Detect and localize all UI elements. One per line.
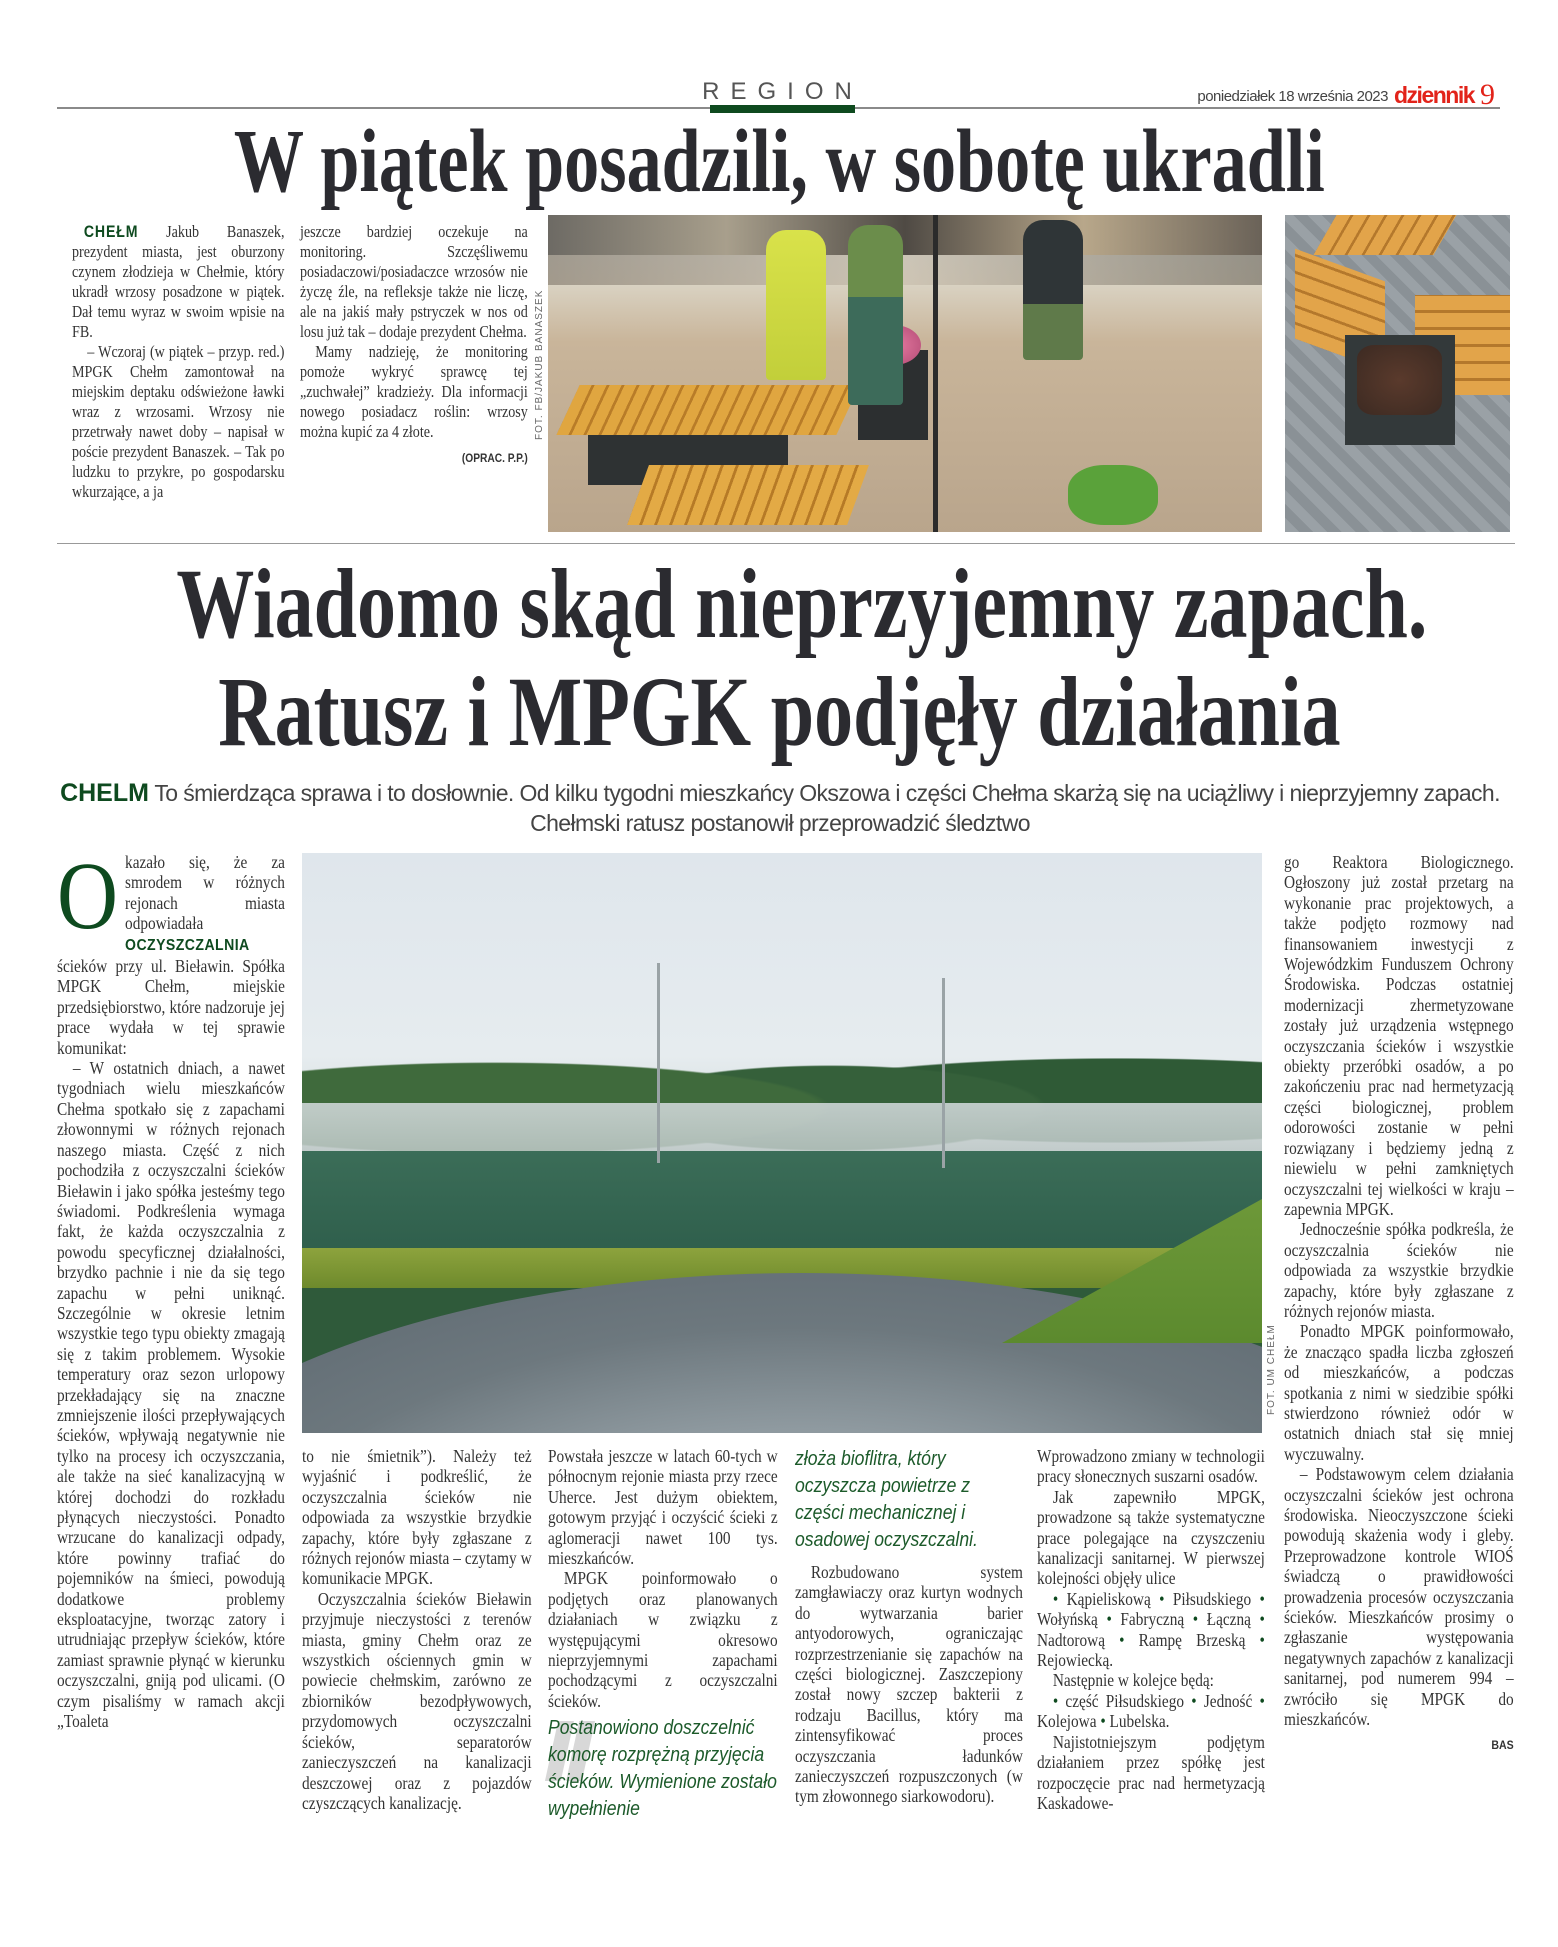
pull-quote-part2 [795, 1446, 1023, 1554]
street-list-next: • część Piłsudskiego • Jedność • Kolejowa • Lubelska. [1037, 1690, 1265, 1732]
article1-column-1 [72, 222, 285, 502]
article2-paragraph: Jak zapewniło MPGK, prowadzone są także systematyczne prace polegające na czyszczeniu kanalizacji sanitarnej. W pierwszej kolejności objęły ulice [1037, 1486, 1265, 1589]
section-label: REGION [702, 78, 863, 105]
article2-lead [60, 778, 1500, 838]
article1-photo-benches [1285, 215, 1510, 532]
street-name: Lubelska. [1109, 1711, 1170, 1732]
article1-headline [0, 112, 1558, 212]
article2-paragraph: Ponadto MPGK poinformowało, że znacząco spadła liczba zgłoszeń od mieszkańców, a podczas spotkania z nimi w siedzibie spółki stwierdzono również odór w ostatnich dniach stał się mniej wyczuwalny. [1284, 1321, 1514, 1464]
street-name: Rejowiecką. [1037, 1650, 1114, 1671]
article2-column-2 [302, 1446, 532, 1813]
article2-column-6 [1284, 852, 1514, 1756]
article2-paragraph: – Podstawowym celem działania oczyszczalni ścieków jest ochrona środowiska. Nieoczyszczone ścieki powodują skażenia wody i gleby. Przeprowadzone kontrole WIOŚ świadczą o prawidłowości prowadzenia procesów oczyszczania ścieków. Mieszkańców prosimy o zgłaszanie występowania negatywnych zapachów z kanalizacji sanitarnej, pod numerem 994 – zwróciło się MPGK do mieszkańców. [1284, 1464, 1514, 1730]
street-name: Jedność [1203, 1690, 1253, 1711]
newspaper-logo: dziennik [1394, 82, 1475, 108]
article2-paragraph: – W ostatnich dniach, a nawet tygodniach wielu mieszkańców Chełma spotkało się z zapachami złowonnymi w różnych rejonach naszego miasta. Część z nich pochodziła z oczyszczalni ścieków Bieławin i jako spółka jesteśmy tego świadomi. Podkreślenia wymaga fakt, że każda oczyszczalnia z powodu specyficznej działalności, brzydko pachnie i nie da się tego zapachu w pełni uniknąć. Szczególnie w okresie letnim wszystkie tego typu obiekty zmagają się z takim problemem. Wysokie temperatury oraz sezon urlopowy przekładający się na znaczne zmniejszenie ilości przepływających ścieków, wpływają negatywnie nie tylko na procesy ich oczyszczania, ale także na sieć kanalizacyjną w której dochodzi do rozkładu płynących nieczystości. Ponadto wrzucane do kanalizacji odpady, które powinny trafiać do pojemników na śmieci, powodują dodatkowe problemy eksploatacyjne, tworząc zatory i utrudniając przepływ ścieków, które zamiast sprawnie płynąć w kierunku oczyszczalni, gniją pod ulicami. (O czym pisaliśmy w ramach akcji „Toaleta [57, 1058, 285, 1732]
article2-column-3 [548, 1446, 778, 1823]
pull-quote-text: złoża bioflitra, który oczyszcza powietrze z części mechanicznej i osadowej oczyszczalni. [795, 1448, 978, 1551]
next-streets-label: Następnie w kolejce będą: [1052, 1670, 1214, 1691]
page-number: 9 [1480, 78, 1495, 111]
street-name: Wołyńską [1037, 1609, 1098, 1630]
article2-photo-credit: FOT. UM CHEŁM [1266, 1324, 1277, 1415]
street-name: Piłsudskiego [1172, 1588, 1252, 1609]
article2-column-4 [795, 1446, 1023, 1807]
drop-cap: O [57, 842, 119, 949]
highlight-keyword: OCZYSZCZALNIA [125, 936, 250, 954]
article1-headline-text: W piątek posadzili, w sobotę ukradli [233, 112, 1325, 211]
paragraph-text: Jakub Banaszek, prezydent miasta, jest oburzony czynem złodzieja w Chełmie, który ukradł wrzosy posadzone w piątek. Dał temu wyraz w swoim wpisie na FB. [72, 222, 285, 341]
street-name: Kąpieliskową [1066, 1588, 1151, 1609]
article2-headline-line2 [0, 656, 1558, 767]
article2-headline-text: Ratusz i MPGK podjęły działania [217, 656, 1341, 767]
article1-paragraph: Mamy nadzieję, że monitoring pomoże wykryć sprawcę tej „zuchwałej” kradzieży. Dla informacji nowego posiadacz roślin: wrzosy można kupić za 4 złote. [300, 342, 528, 441]
article2-paragraph: Jednocześnie spółka podkreśla, że oczyszczalnia ścieków nie odpowiada za wszystkie brzydkie zapachy, które były zgłaszane z różnych rejonów miasta. [1284, 1219, 1514, 1321]
article-divider [57, 543, 1515, 544]
article2-paragraph: MPGK poinformowało o podjętych oraz planowanych działaniach w związku z występującymi okresowo nieprzyjemnymi zapachami pochodzącymi z oczyszczalni ścieków. [548, 1568, 778, 1711]
article2-signature: BAS [1491, 1738, 1514, 1753]
street-name: Fabryczną [1120, 1609, 1185, 1630]
paragraph-text: ścieków przy ul. Bieławin. Spółka MPGK Chełm, miejskie przedsiębiorstwo, które nadzoruje jej prace wydała w tej sprawie komunikat: [57, 956, 285, 1058]
article1-photo-credit: FOT. FB/JAKUB BANASZEK [534, 289, 545, 440]
street-name: Kolejowa [1037, 1711, 1097, 1732]
article1-column-2 [300, 222, 528, 468]
lead-dateline: CHELM [60, 779, 149, 807]
article2-headline-line1 [0, 548, 1558, 659]
article2-paragraph: Powstała jeszcze w latach 60-tych w północnym rejonie miasta przy rzece Uherce. Jest dużym obiektem, gotowym przyjąć i oczyścić ścieki z aglomeracji nawet 100 tys. mieszkańców. [548, 1446, 778, 1569]
pull-quote-part1 [548, 1715, 778, 1823]
issue-date: poniedziałek 18 września 2023 [1197, 88, 1388, 105]
street-list-first: • Kąpieliskową • Piłsudskiego • Wołyńską • Fabryczną • Łączną • Nadtorową • Rampę Brzeską • Rejowiecką. [1037, 1588, 1265, 1671]
street-name: Nadtorową [1037, 1629, 1105, 1650]
article2-paragraph: Wprowadzono zmiany w technologii pracy słonecznych suszarni osadów. [1037, 1446, 1265, 1487]
article1-signature: (OPRAC. P.P.) [461, 451, 528, 465]
lead-text: To śmierdząca sprawa i to dosłownie. Od kilku tygodni mieszkańcy Okszowa i części Chełma skarżą się na uciążliwy i nieprzyjemny zapach. Chełmski ratusz postanowił przeprowadzić śledztwo [154, 780, 1500, 836]
paragraph-text: kazało się, że za smrodem w różnych rejonach miasta odpowiadała [125, 852, 285, 934]
article2-column-5 [1037, 1446, 1265, 1813]
article2-paragraph: Oczyszczalnia ścieków Bieławin przyjmuje nieczystości z terenów miasta, gminy Chełm oraz ze wszystkich ościennych gmin w powiecie chełmskim, zarówno ze zbiorników bezodpływowych, przydomowych oczyszczalni ścieków, separatorów zanieczyszczeń na kanalizacji deszczowej oraz z pojazdów czyszczących kanalizację. [302, 1588, 532, 1813]
street-name: Rampę Brzeską [1138, 1629, 1246, 1650]
article2-photo-treatment-plant [302, 853, 1262, 1433]
article1-photo-street [548, 215, 1262, 532]
article1-paragraph [72, 222, 285, 342]
article2-paragraph: go Reaktora Biologicznego. Ogłoszony już został przetarg na wykonanie prac projektowych, a także podjęto rozmowy nad finansowaniem inwestycji z Wojewódzkim Funduszem Ochrony Środowiska. Podczas ostatniej modernizacji zhermetyzowane zostały już urządzenia wstępnego oczyszczania ścieków i wszystkie obiekty przeróbki osadów, a po zakończeniu prac nad hermetyzacją części biologicznej, problem odorowości zostanie w pełni rozwiązany i będziemy jedną z niewielu w pełni zamkniętych oczyszczalni tej wielkości w kraju – zapewnia MPGK. [1284, 852, 1514, 1219]
article1-paragraph: – Wczoraj (w piątek – przyp. red.) MPGK Chełm zamontował na miejskim deptaku odświeżone ławki wraz z wrzosami. Wrzosy nie przetrwały nawet doby – napisał w poście prezydent Banaszek. – Tak po ludzku to przykre, po gospodarsku wkurzające, a ja [72, 342, 285, 501]
article2-paragraph: Najistotniejszym podjętym działaniem przez spółkę jest rozpoczęcie prac nad hermetyzacją Kaskadowe- [1037, 1731, 1265, 1813]
dateline: CHEŁM [83, 222, 139, 241]
street-name: Łączną [1206, 1609, 1251, 1630]
pull-quote-text: Postanowiono doszczelnić komorę rozprężną przyjęcia ścieków. Wymienione zostało wypełnienie [548, 1717, 777, 1821]
article2-headline-text: Wiadomo skąd nieprzyjemny zapach. [176, 548, 1428, 659]
article2-paragraph: to nie śmietnik”). Należy też wyjaśnić i podkreślić, że oczyszczalnia ścieków nie odpowiada za wszystkie brzydkie zapachy, które były zgłaszane z różnych rejonów miasta – czytamy w komunikacie MPGK. [302, 1446, 532, 1589]
street-name: część Piłsudskiego [1065, 1690, 1185, 1711]
article2-paragraph [57, 842, 285, 1058]
article2-paragraph: Rozbudowano system zamgławiaczy oraz kurtyn wodnych do wytwarzania barier antyodorowych, ograniczając rozprzestrzenianie się zapachów na części biologicznej. Zaszczepiony został nowy szczep bakterii z rodzaju Bacillus, który ma zintensyfikować proces oczyszczania ładunków zanieczyszczeń rozpuszczonych (w tym złowonnego siarkowodoru). [795, 1562, 1023, 1807]
article2-column-1 [57, 842, 285, 1732]
article1-paragraph: jeszcze bardziej oczekuje na monitoring. Szczęśliwemu posiadaczowi/posiadaczce wrzosów nie życzę źle, na refleksje także nie liczę, ale na jakiś mały pstryczek w nos od losu już tak – dodaje prezydent Chełma. [300, 222, 528, 341]
